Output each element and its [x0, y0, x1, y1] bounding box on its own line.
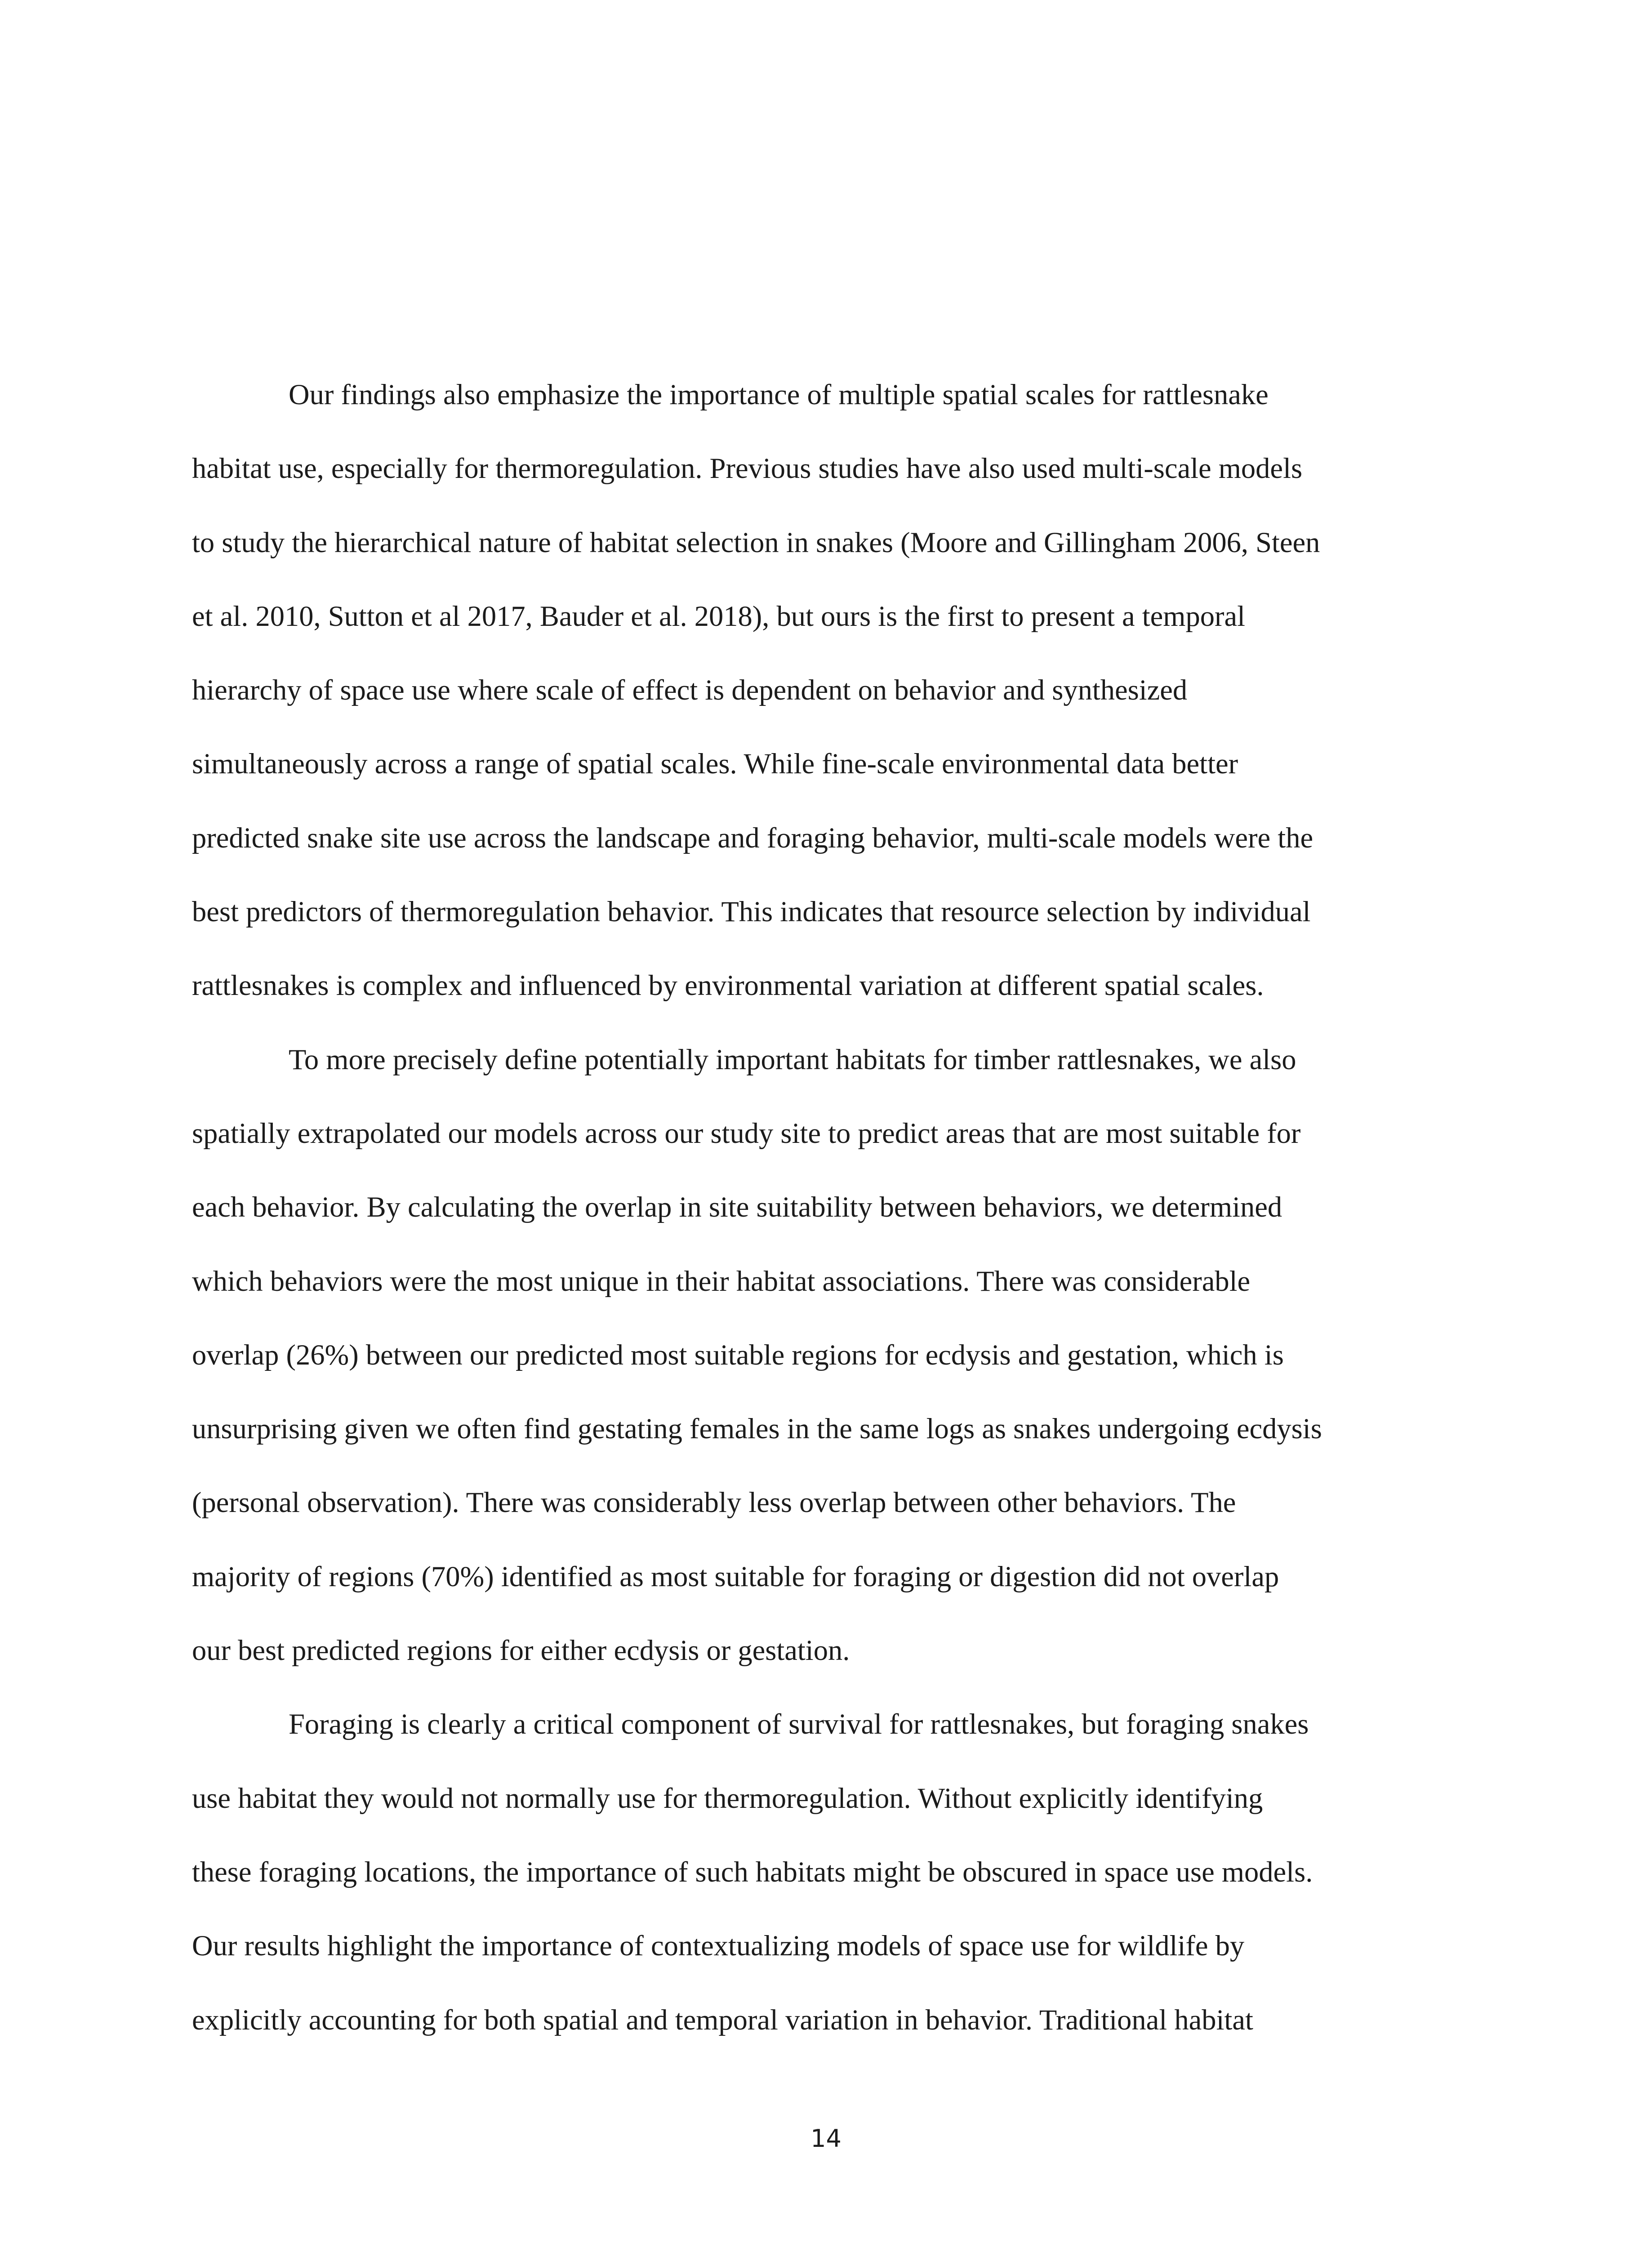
text-line: Our findings also emphasize the importance of multiple spatial scales for rattlesnake — [289, 379, 1269, 410]
text-line: best predictors of thermoregulation behavior. This indicates that resource selection by individual — [192, 896, 1311, 928]
text-line: explicitly accounting for both spatial and temporal variation in behavior. Traditional habitat — [192, 2003, 1253, 2036]
text-line: hierarchy of space use where scale of effect is dependent on behavior and synthesized — [192, 674, 1188, 706]
paragraph-2 — [192, 1023, 1455, 1688]
text-line: each behavior. By calculating the overlap in site suitability between behaviors, we determined — [192, 1191, 1282, 1223]
text-line: habitat use, especially for thermoregulation. Previous studies have also used multi-scale models — [192, 452, 1303, 485]
text-line: simultaneously across a range of spatial scales. While fine-scale environmental data better — [192, 748, 1238, 780]
paragraph-1 — [192, 358, 1455, 1023]
text-line: majority of regions (70%) identified as most suitable for foraging or digestion did not overlap — [192, 1560, 1279, 1592]
text-line: use habitat they would not normally use for thermoregulation. Without explicitly identifying — [192, 1782, 1263, 1814]
text-line: predicted snake site use across the landscape and foraging behavior, multi-scale models were the — [192, 821, 1314, 854]
text-line: et al. 2010, Sutton et al 2017, Bauder et al. 2018), but ours is the first to present a temporal — [192, 600, 1246, 632]
text-line: Our results highlight the importance of contextualizing models of space use for wildlife by — [192, 1930, 1245, 1962]
text-line: unsurprising given we often find gestating females in the same logs as snakes undergoing ecdysis — [192, 1413, 1322, 1445]
text-line: To more precisely define potentially important habitats for timber rattlesnakes, we also — [289, 1043, 1296, 1075]
text-line: which behaviors were the most unique in their habitat associations. There was considerable — [192, 1265, 1251, 1297]
text-line: spatially extrapolated our models across our study site to predict areas that are most suitable for — [192, 1117, 1301, 1149]
text-line: (personal observation). There was considerably less overlap between other behaviors. The — [192, 1486, 1236, 1519]
paragraph-3 — [192, 1687, 1455, 2056]
body-text — [192, 358, 1455, 2057]
page-number: 14 — [810, 2124, 842, 2153]
text-line: Foraging is clearly a critical component of survival for rattlesnakes, but foraging snakes — [289, 1708, 1309, 1740]
text-line: our best predicted regions for either ecdysis or gestation. — [192, 1634, 850, 1667]
text-line: to study the hierarchical nature of habitat selection in snakes (Moore and Gillingham 2006, Steen — [192, 526, 1320, 558]
text-line: these foraging locations, the importance of such habitats might be obscured in space use models. — [192, 1855, 1313, 1888]
text-line: rattlesnakes is complex and influenced by environmental variation at different spatial scales. — [192, 969, 1264, 1002]
text-line: overlap (26%) between our predicted most suitable regions for ecdysis and gestation, which is — [192, 1338, 1284, 1371]
